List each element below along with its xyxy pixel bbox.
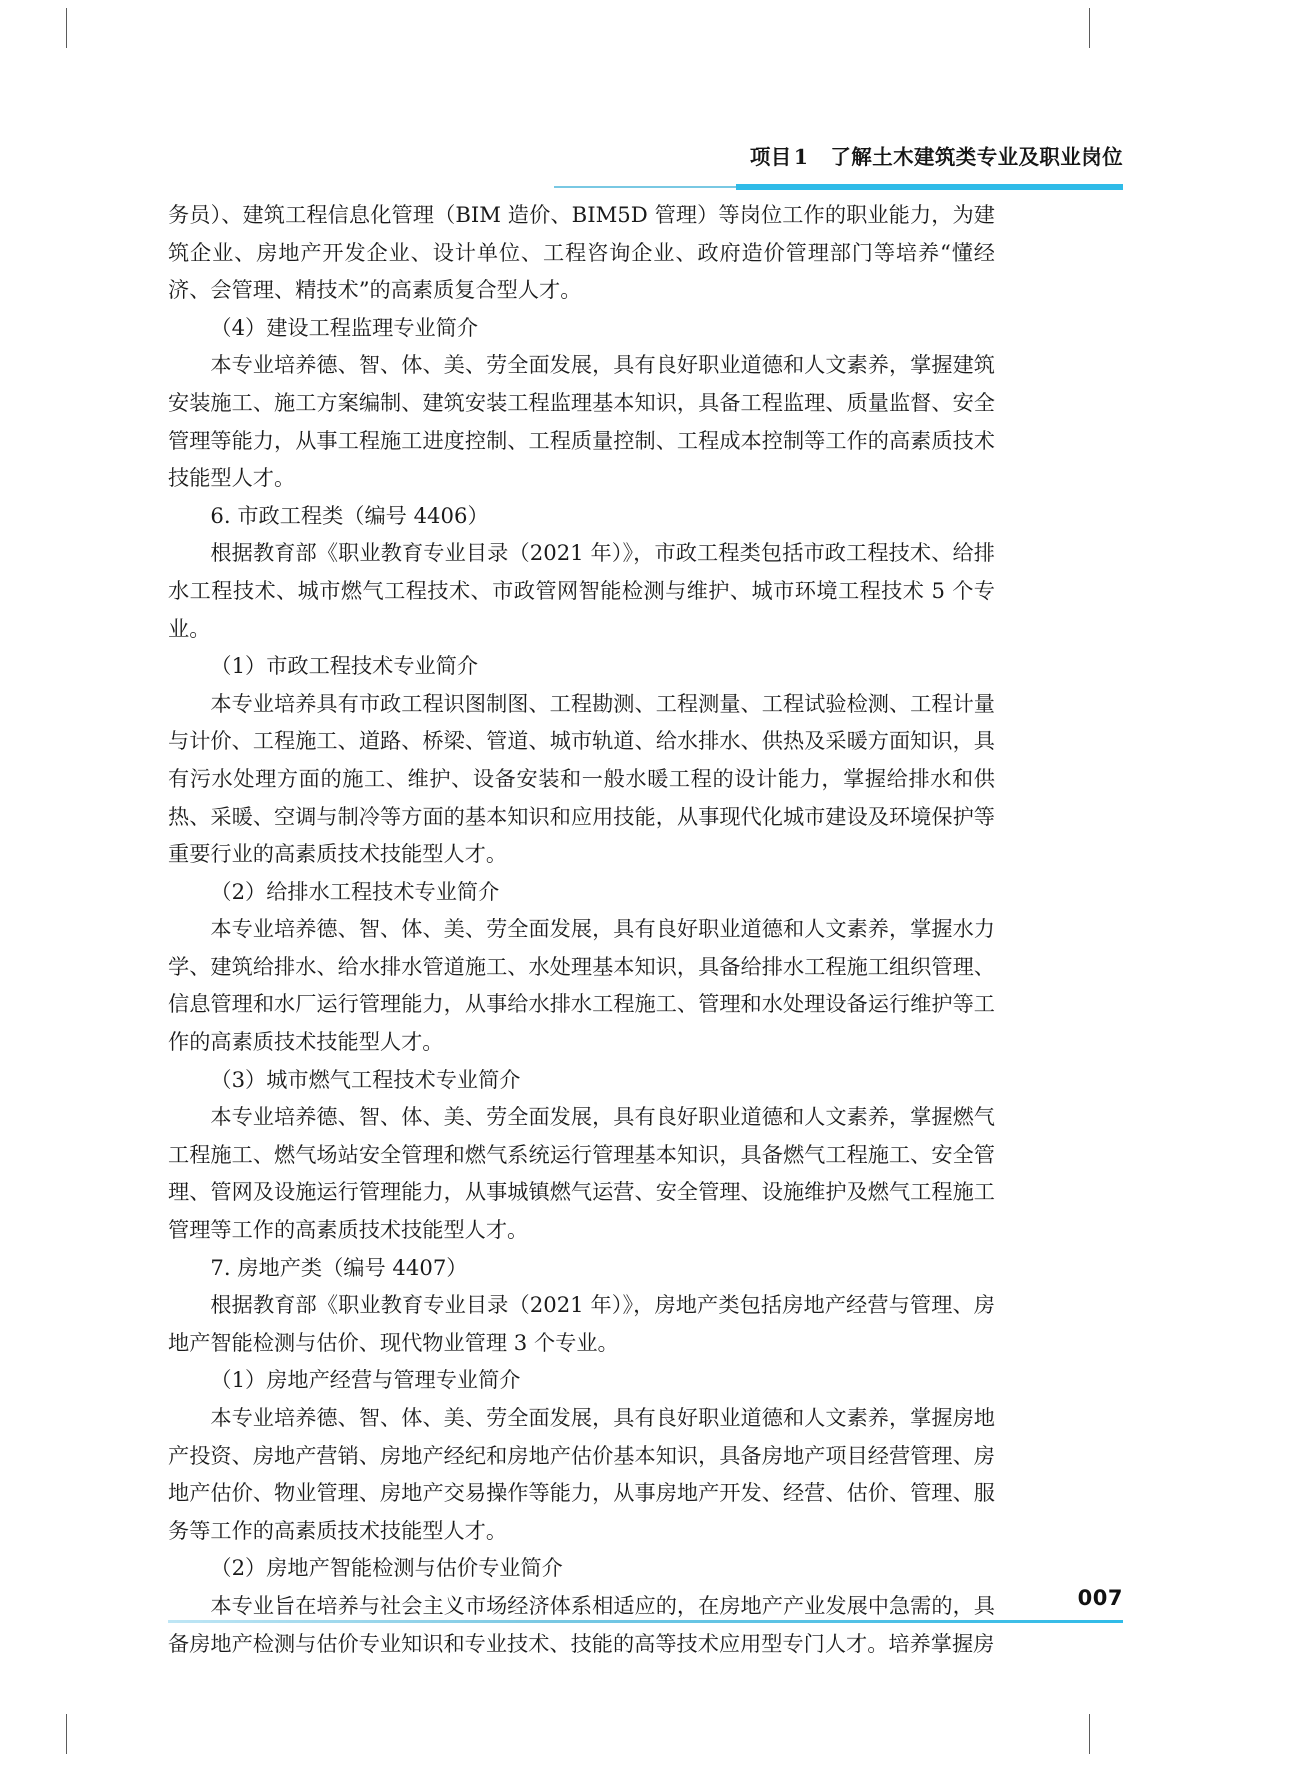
header-rule-thick-segment	[736, 184, 1123, 190]
crop-mark-top-right	[1089, 8, 1090, 48]
page-number: 007	[1077, 1586, 1123, 1610]
paragraph-urban-gas-desc: 本专业培养德、智、体、美、劳全面发展，具有良好职业道德和人文素养，掌握燃气工程施工、燃气场站安全管理和燃气系统运行管理基本知识，具备燃气工程施工、安全管理、管网及设施运行管理能力，从事城镇燃气运营、安全管理、设施维护及燃气工程施工管理等工作的高素质技术技能型人才。	[168, 1104, 995, 1243]
header-rule	[168, 184, 1123, 190]
footer-rule	[168, 1620, 1123, 1623]
paragraph-subheading-urban-gas: （3）城市燃气工程技术专业简介	[210, 1066, 521, 1092]
paragraph-heading-real-estate: 7. 房地产类（编号 4407）	[210, 1254, 468, 1280]
paragraph-subheading-municipal-tech: （1）市政工程技术专业简介	[210, 653, 479, 679]
paragraph-continued: 务员）、建筑工程信息化管理（BIM 造价、BIM5D 管理）等岗位工作的职业能力，为建筑企业、房地产开发企业、设计单位、工程咨询企业、政府造价管理部门等培养“懂经济、会管理、精技术”的高素质复合型人才。	[168, 202, 995, 303]
paragraph-real-estate-valuation-desc: 本专业旨在培养与社会主义市场经济体系相适应的，在房地产产业发展中急需的，具备房地产检测与估价专业知识和专业技术、技能的高等技术应用型专门人才。培养掌握房	[168, 1592, 995, 1656]
paragraph-real-estate-intro: 根据教育部《职业教育专业目录（2021 年）》，房地产类包括房地产经营与管理、房地产智能检测与估价、现代物业管理 3 个专业。	[168, 1292, 995, 1355]
paragraph-water-supply-drainage-desc: 本专业培养德、智、体、美、劳全面发展，具有良好职业道德和人文素养，掌握水力学、建筑给排水、给水排水管道施工、水处理基本知识，具备给排水工程施工组织管理、信息管理和水厂运行管理能力，从事给水排水工程施工、管理和水处理设备运行维护等工作的高素质技术技能型人才。	[168, 916, 995, 1055]
header-project-label: 项目	[749, 145, 792, 169]
crop-mark-bottom-left	[66, 1714, 67, 1754]
body-text-column	[168, 196, 995, 1662]
paragraph-heading-municipal-engineering: 6. 市政工程类（编号 4406）	[210, 502, 489, 528]
header-project-number: 1	[793, 145, 809, 169]
crop-mark-top-left	[66, 8, 67, 48]
paragraph-subheading-real-estate-valuation: （2）房地产智能检测与估价专业简介	[210, 1555, 563, 1581]
running-header	[168, 144, 1123, 190]
paragraph-municipal-tech-desc: 本专业培养具有市政工程识图制图、工程勘测、工程测量、工程试验检测、工程计量与计价、工程施工、道路、桥梁、管道、城市轨道、给水排水、供热及采暖方面知识，具有污水处理方面的施工、维护、设备安装和一般水暖工程的设计能力，掌握给排水和供热、采暖、空调与制冷等方面的基本知识和应用技能，从事现代化城市建设及环境保护等重要行业的高素质技术技能型人才。	[168, 690, 995, 867]
paragraph-subheading-real-estate-management: （1）房地产经营与管理专业简介	[210, 1367, 521, 1393]
paragraph-municipal-engineering-intro: 根据教育部《职业教育专业目录（2021 年）》，市政工程类包括市政工程技术、给排水工程技术、城市燃气工程技术、市政管网智能检测与维护、城市环境工程技术 5 个专业。	[168, 540, 995, 641]
header-rule-thin-segment	[554, 186, 736, 188]
crop-mark-bottom-right	[1089, 1714, 1090, 1754]
page-footer	[168, 1586, 1123, 1626]
header-chapter-title: 了解土木建筑类专业及职业岗位	[830, 145, 1123, 169]
paragraph-real-estate-management-desc: 本专业培养德、智、体、美、劳全面发展，具有良好职业道德和人文素养，掌握房地产投资、房地产营销、房地产经纪和房地产估价基本知识，具备房地产项目经营管理、房地产估价、物业管理、房地产交易操作等能力，从事房地产开发、经营、估价、管理、服务等工作的高素质技术技能型人才。	[168, 1405, 995, 1543]
header-title-line	[750, 144, 1123, 170]
paragraph-construction-supervision-desc: 本专业培养德、智、体、美、劳全面发展，具有良好职业道德和人文素养，掌握建筑安装施工、施工方案编制、建筑安装工程监理基本知识，具备工程监理、质量监督、安全管理等能力，从事工程施工进度控制、工程质量控制、工程成本控制等工作的高素质技术技能型人才。	[168, 352, 995, 491]
paragraph-subheading-construction-supervision: （4）建设工程监理专业简介	[210, 314, 479, 340]
paragraph-subheading-water-supply-drainage: （2）给排水工程技术专业简介	[210, 878, 500, 904]
